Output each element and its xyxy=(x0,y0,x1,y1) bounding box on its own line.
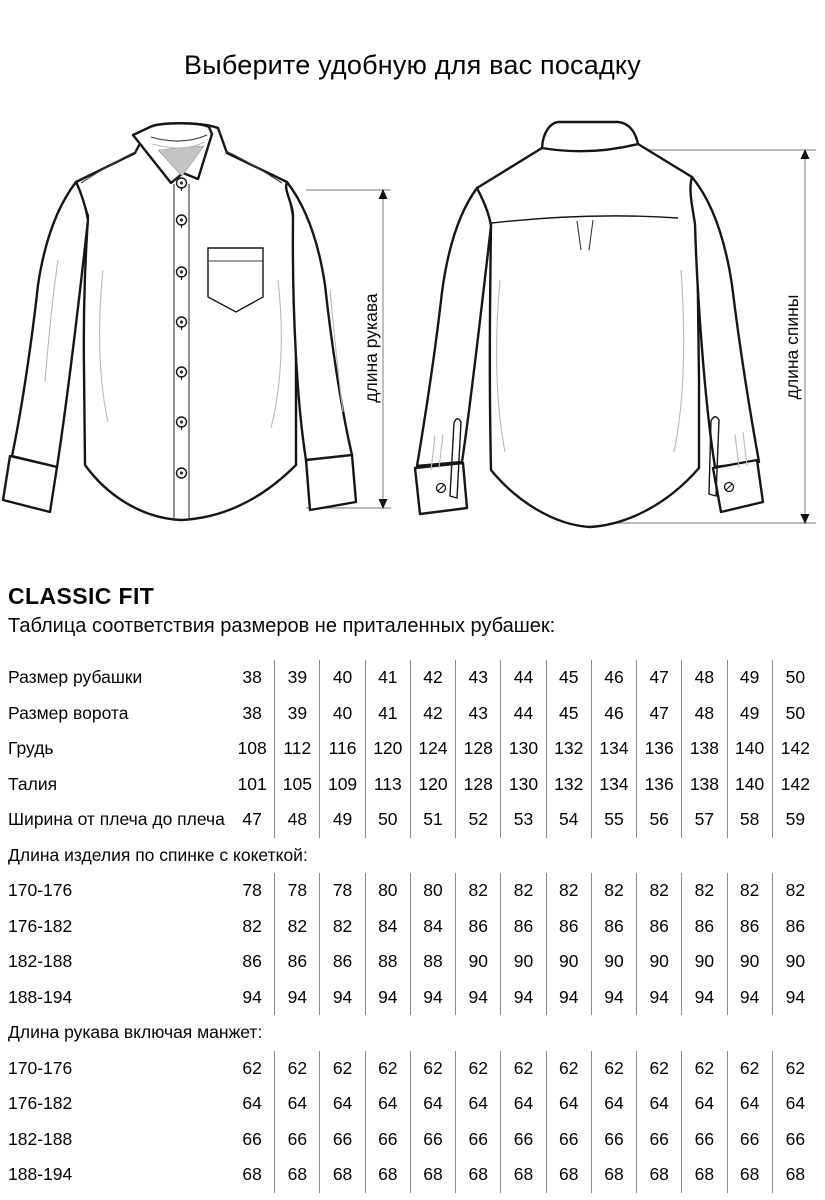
size-value-cell: 134 xyxy=(592,731,637,767)
size-value-cell: 68 xyxy=(501,1157,546,1193)
size-value-cell: 62 xyxy=(501,1051,546,1087)
size-value-cell: 90 xyxy=(501,944,546,980)
size-value-cell: 56 xyxy=(637,802,682,838)
size-value-cell: 66 xyxy=(728,1122,773,1158)
table-row xyxy=(8,944,818,980)
size-value-cell: 82 xyxy=(682,873,727,909)
row-label: 176-182 xyxy=(8,1093,73,1114)
size-value-cell: 50 xyxy=(366,802,411,838)
size-value-cell: 82 xyxy=(728,873,773,909)
size-value-cell: 94 xyxy=(275,980,320,1016)
size-value-cell: 62 xyxy=(366,1051,411,1087)
table-row xyxy=(8,802,818,838)
size-value-cell: 90 xyxy=(637,944,682,980)
size-value-cell: 68 xyxy=(230,1157,275,1193)
size-value-cell: 82 xyxy=(275,909,320,945)
size-value-cell: 68 xyxy=(592,1157,637,1193)
size-value-cell: 140 xyxy=(728,767,773,803)
size-value-cell: 66 xyxy=(230,1122,275,1158)
size-value-cell: 94 xyxy=(592,980,637,1016)
row-label: 182-188 xyxy=(8,951,73,972)
size-value-cell: 45 xyxy=(547,696,592,732)
size-value-cell: 86 xyxy=(320,944,365,980)
size-value-cell: 142 xyxy=(780,773,810,794)
size-value-cell: 136 xyxy=(637,767,682,803)
size-value-cell: 62 xyxy=(411,1051,456,1087)
size-value-cell: 57 xyxy=(682,802,727,838)
sleeve-length-label: длина рукава xyxy=(361,293,381,403)
size-value-cell: 134 xyxy=(592,767,637,803)
size-value-cell: 68 xyxy=(682,1157,727,1193)
size-value-cell: 94 xyxy=(785,986,806,1007)
size-value-cell: 62 xyxy=(592,1051,637,1087)
size-value-cell: 55 xyxy=(592,802,637,838)
size-value-cell: 45 xyxy=(547,660,592,696)
page-title: Выберите удобную для вас посадку xyxy=(184,50,641,80)
size-value-cell: 66 xyxy=(320,1122,365,1158)
size-value-cell: 66 xyxy=(682,1122,727,1158)
size-value-cell: 82 xyxy=(592,873,637,909)
size-value-cell: 53 xyxy=(501,802,546,838)
size-value-cell: 86 xyxy=(230,944,275,980)
size-value-cell: 64 xyxy=(456,1086,501,1122)
size-value-cell: 66 xyxy=(592,1122,637,1158)
size-value-cell: 86 xyxy=(682,909,727,945)
size-value-cell: 112 xyxy=(275,731,320,767)
size-value-cell: 48 xyxy=(682,696,727,732)
row-label: 170-176 xyxy=(8,880,73,901)
size-value-cell: 78 xyxy=(275,873,320,909)
size-value-cell: 62 xyxy=(682,1051,727,1087)
size-value-cell: 105 xyxy=(275,767,320,803)
size-value-cell: 51 xyxy=(411,802,456,838)
size-value-cell: 94 xyxy=(682,980,727,1016)
size-value-cell: 82 xyxy=(637,873,682,909)
size-value-cell: 68 xyxy=(728,1157,773,1193)
size-value-cell: 82 xyxy=(320,909,365,945)
size-value-cell: 66 xyxy=(456,1122,501,1158)
size-value-cell: 39 xyxy=(275,696,320,732)
size-value-cell: 86 xyxy=(637,909,682,945)
size-value-cell: 78 xyxy=(230,873,275,909)
size-value-cell: 38 xyxy=(230,660,275,696)
size-value-cell: 90 xyxy=(456,944,501,980)
size-value-cell: 47 xyxy=(637,660,682,696)
table-row xyxy=(8,731,818,767)
size-value-cell: 66 xyxy=(411,1122,456,1158)
size-value-cell: 62 xyxy=(320,1051,365,1087)
table-row xyxy=(8,873,818,909)
size-value-cell: 64 xyxy=(682,1086,727,1122)
size-value-cell: 68 xyxy=(637,1157,682,1193)
cuff-button-icon xyxy=(725,483,734,492)
size-value-cell: 50 xyxy=(785,702,806,723)
size-value-cell: 40 xyxy=(320,696,365,732)
size-value-cell: 62 xyxy=(230,1051,275,1087)
size-value-cell: 62 xyxy=(456,1051,501,1087)
size-value-cell: 113 xyxy=(366,767,411,803)
cuff-button-icon xyxy=(437,484,446,493)
fit-heading: CLASSIC FIT xyxy=(8,583,155,609)
row-label: Грудь xyxy=(8,738,54,759)
size-value-cell: 66 xyxy=(366,1122,411,1158)
table-row xyxy=(8,696,818,732)
size-value-cell: 64 xyxy=(366,1086,411,1122)
size-value-cell: 68 xyxy=(547,1157,592,1193)
size-value-cell: 43 xyxy=(456,696,501,732)
size-value-cell: 86 xyxy=(456,909,501,945)
size-value-cell: 82 xyxy=(230,909,275,945)
size-value-cell: 120 xyxy=(366,731,411,767)
table-row xyxy=(8,980,818,1016)
size-value-cell: 49 xyxy=(728,696,773,732)
size-value-cell: 90 xyxy=(728,944,773,980)
row-label: 170-176 xyxy=(8,1057,73,1078)
size-value-cell: 64 xyxy=(320,1086,365,1122)
table-section-header: Длина изделия по спинке с кокеткой: xyxy=(8,844,308,865)
size-value-cell: 68 xyxy=(275,1157,320,1193)
size-value-cell: 41 xyxy=(366,696,411,732)
table-row xyxy=(8,1122,818,1158)
size-value-cell: 84 xyxy=(411,909,456,945)
size-table xyxy=(8,660,818,1193)
row-label: Размер ворота xyxy=(8,702,129,723)
size-value-cell: 132 xyxy=(547,767,592,803)
size-value-cell: 86 xyxy=(501,909,546,945)
size-value-cell: 94 xyxy=(637,980,682,1016)
size-value-cell: 54 xyxy=(547,802,592,838)
size-value-cell: 68 xyxy=(366,1157,411,1193)
row-label: 176-182 xyxy=(8,915,73,936)
size-value-cell: 64 xyxy=(785,1093,806,1114)
size-value-cell: 94 xyxy=(411,980,456,1016)
size-value-cell: 124 xyxy=(411,731,456,767)
size-value-cell: 62 xyxy=(728,1051,773,1087)
size-value-cell: 64 xyxy=(547,1086,592,1122)
size-value-cell: 66 xyxy=(501,1122,546,1158)
size-value-cell: 48 xyxy=(275,802,320,838)
size-value-cell: 52 xyxy=(456,802,501,838)
size-value-cell: 80 xyxy=(411,873,456,909)
size-value-cell: 138 xyxy=(682,731,727,767)
back-length-label: длина спины xyxy=(782,294,802,400)
size-value-cell: 90 xyxy=(592,944,637,980)
row-label: Размер рубашки xyxy=(8,667,143,688)
size-value-cell: 62 xyxy=(637,1051,682,1087)
size-value-cell: 84 xyxy=(366,909,411,945)
size-value-cell: 94 xyxy=(728,980,773,1016)
table-row xyxy=(8,909,818,945)
size-value-cell: 82 xyxy=(785,880,806,901)
table-subtitle: Таблица соответствия размеров не приталенных рубашек: xyxy=(8,615,556,637)
size-value-cell: 59 xyxy=(785,809,806,830)
size-value-cell: 80 xyxy=(366,873,411,909)
row-label: Ширина от плеча до плеча xyxy=(8,809,225,830)
size-value-cell: 46 xyxy=(592,696,637,732)
size-value-cell: 42 xyxy=(411,696,456,732)
size-value-cell: 64 xyxy=(230,1086,275,1122)
row-label: 188-194 xyxy=(8,1164,73,1185)
size-value-cell: 132 xyxy=(547,731,592,767)
size-value-cell: 47 xyxy=(230,802,275,838)
size-value-cell: 90 xyxy=(785,951,806,972)
size-value-cell: 39 xyxy=(275,660,320,696)
size-value-cell: 42 xyxy=(411,660,456,696)
table-row xyxy=(8,1086,818,1122)
size-value-cell: 90 xyxy=(682,944,727,980)
table-row xyxy=(8,1157,818,1193)
size-value-cell: 78 xyxy=(320,873,365,909)
size-value-cell: 120 xyxy=(411,767,456,803)
size-value-cell: 128 xyxy=(456,731,501,767)
size-value-cell: 86 xyxy=(728,909,773,945)
size-value-cell: 62 xyxy=(275,1051,320,1087)
size-value-cell: 86 xyxy=(275,944,320,980)
size-value-cell: 116 xyxy=(320,731,365,767)
size-value-cell: 82 xyxy=(547,873,592,909)
size-value-cell: 138 xyxy=(682,767,727,803)
size-value-cell: 68 xyxy=(785,1164,806,1185)
size-value-cell: 38 xyxy=(230,696,275,732)
size-value-cell: 108 xyxy=(230,731,275,767)
size-value-cell: 43 xyxy=(456,660,501,696)
table-section-header: Длина рукава включая манжет: xyxy=(8,1022,263,1043)
size-value-cell: 64 xyxy=(501,1086,546,1122)
size-value-cell: 136 xyxy=(637,731,682,767)
size-value-cell: 94 xyxy=(456,980,501,1016)
size-value-cell: 94 xyxy=(501,980,546,1016)
row-label: 182-188 xyxy=(8,1128,73,1149)
size-value-cell: 82 xyxy=(501,873,546,909)
size-value-cell: 130 xyxy=(501,731,546,767)
shirt-back-drawing xyxy=(405,120,825,565)
size-value-cell: 130 xyxy=(501,767,546,803)
size-value-cell: 68 xyxy=(411,1157,456,1193)
table-row xyxy=(8,1051,818,1087)
size-value-cell: 50 xyxy=(785,667,806,688)
table-row xyxy=(8,767,818,803)
size-value-cell: 64 xyxy=(592,1086,637,1122)
size-value-cell: 64 xyxy=(275,1086,320,1122)
size-value-cell: 142 xyxy=(780,738,810,759)
size-value-cell: 62 xyxy=(547,1051,592,1087)
size-value-cell: 140 xyxy=(728,731,773,767)
size-value-cell: 66 xyxy=(637,1122,682,1158)
size-value-cell: 64 xyxy=(411,1086,456,1122)
size-value-cell: 86 xyxy=(785,915,806,936)
size-value-cell: 68 xyxy=(456,1157,501,1193)
size-value-cell: 68 xyxy=(320,1157,365,1193)
size-value-cell: 46 xyxy=(592,660,637,696)
size-value-cell: 94 xyxy=(320,980,365,1016)
size-value-cell: 109 xyxy=(320,767,365,803)
size-value-cell: 66 xyxy=(547,1122,592,1158)
size-value-cell: 66 xyxy=(275,1122,320,1158)
size-value-cell: 128 xyxy=(456,767,501,803)
size-value-cell: 40 xyxy=(320,660,365,696)
row-label: 188-194 xyxy=(8,986,73,1007)
shirt-front-drawing xyxy=(0,120,412,565)
row-label: Талия xyxy=(8,773,58,794)
size-value-cell: 86 xyxy=(592,909,637,945)
size-value-cell: 94 xyxy=(230,980,275,1016)
size-value-cell: 88 xyxy=(411,944,456,980)
table-row xyxy=(8,660,818,696)
size-value-cell: 64 xyxy=(637,1086,682,1122)
size-value-cell: 47 xyxy=(637,696,682,732)
size-value-cell: 86 xyxy=(547,909,592,945)
size-value-cell: 88 xyxy=(366,944,411,980)
size-value-cell: 58 xyxy=(728,802,773,838)
size-value-cell: 44 xyxy=(501,660,546,696)
size-value-cell: 66 xyxy=(785,1128,806,1149)
size-value-cell: 49 xyxy=(728,660,773,696)
size-value-cell: 49 xyxy=(320,802,365,838)
size-value-cell: 90 xyxy=(547,944,592,980)
size-value-cell: 62 xyxy=(785,1057,806,1078)
size-value-cell: 48 xyxy=(682,660,727,696)
size-value-cell: 44 xyxy=(501,696,546,732)
size-value-cell: 64 xyxy=(728,1086,773,1122)
size-value-cell: 94 xyxy=(547,980,592,1016)
size-value-cell: 94 xyxy=(366,980,411,1016)
size-value-cell: 101 xyxy=(230,767,275,803)
size-value-cell: 82 xyxy=(456,873,501,909)
size-value-cell: 41 xyxy=(366,660,411,696)
